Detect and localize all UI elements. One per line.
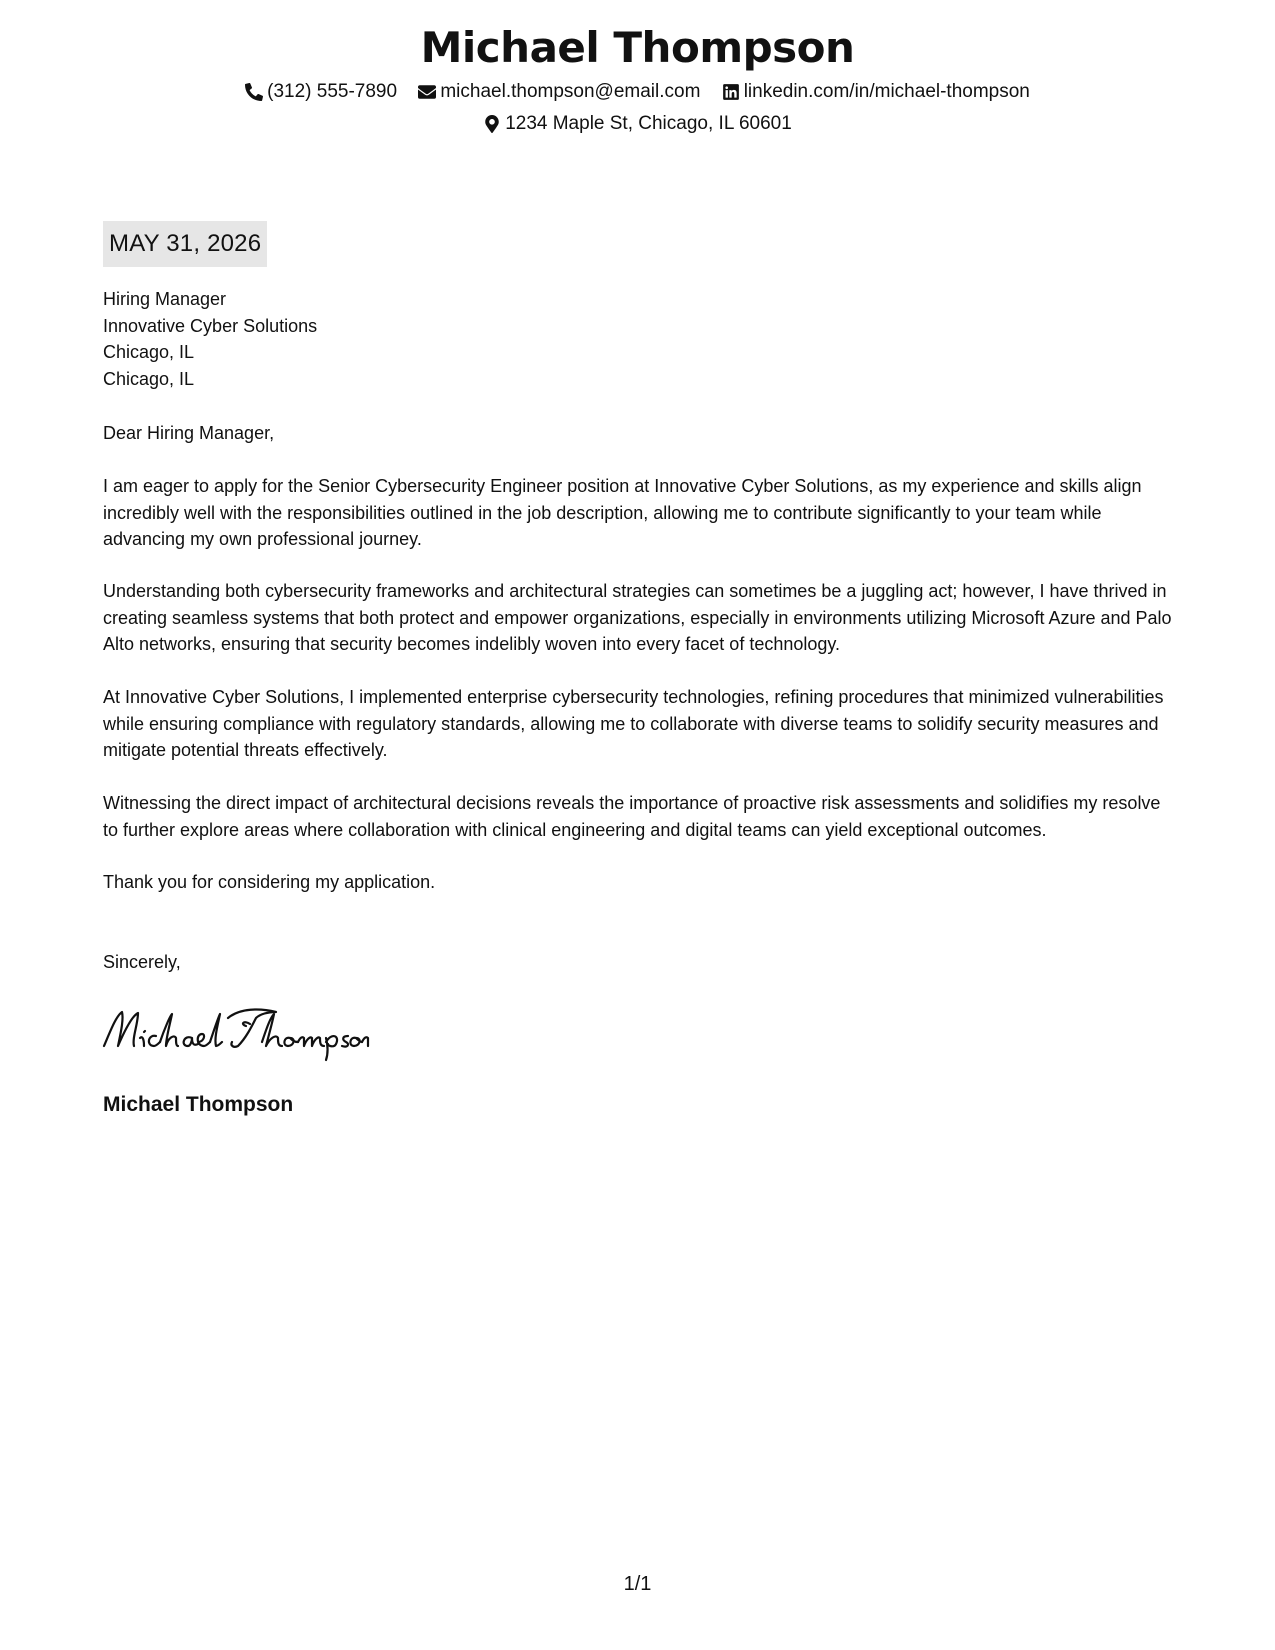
body-paragraph: I am eager to apply for the Senior Cybersecurity Engineer position at Innovative Cyber Solutions, as my experience and skills align incredibly well with the responsibilities outlined in the job description, allowing me to contribute significantly to your team while advancing my own professional journey. (103, 476, 1142, 549)
contact-address (483, 112, 792, 136)
signer-name: Michael Thompson (103, 1093, 294, 1116)
body-paragraph: Witnessing the direct impact of architectural decisions reveals the importance of proactive risk assessments and solidifies my resolve to further explore areas where collaboration with clinical engineering and digital teams can yield exceptional outcomes. (103, 793, 1161, 840)
contact-phone (245, 80, 397, 104)
phone-text: (312) 555-7890 (267, 81, 398, 102)
linkedin-text: linkedin.com/in/michael-thompson (743, 81, 1030, 102)
contact-email (418, 80, 700, 104)
contact-linkedin (722, 80, 1030, 104)
thank-you-line: Thank you for considering my application. (103, 872, 436, 892)
recipient-block (103, 286, 1173, 392)
recipient-company: Innovative Cyber Solutions (103, 315, 318, 336)
map-marker-icon (483, 115, 501, 133)
contact-info-row (0, 80, 1275, 108)
recipient-city: Chicago, IL (103, 342, 195, 362)
phone-icon (245, 83, 263, 101)
handwritten-signature (100, 1002, 370, 1062)
address-text: 1234 Maple St, Chicago, IL 60601 (505, 113, 792, 134)
salutation: Dear Hiring Manager, (103, 423, 275, 443)
letter-date: MAY 31, 2026 (103, 221, 267, 267)
applicant-name: Michael Thompson (420, 23, 855, 72)
body-paragraph: At Innovative Cyber Solutions, I implemented enterprise cybersecurity technologies, refining procedures that minimized vulnerabilities while ensuring compliance with regulatory standards, allowing me to collaborate with diverse teams to solidify security measures and mitigate potential threats effectively. (103, 687, 1164, 760)
recipient-city-repeat: Chicago, IL (103, 368, 195, 389)
body-paragraph: Understanding both cybersecurity frameworks and architectural strategies can sometimes be a juggling act; however, I have thrived in creating seamless systems that both protect and empower organizations, especially in environments utilizing Microsoft Azure and Palo Alto networks, ensuring that security becomes indelibly woven into every facet of technology. (103, 581, 1172, 654)
page-number: 1/1 (623, 1573, 652, 1595)
envelope-icon (418, 83, 436, 101)
recipient-title: Hiring Manager (103, 289, 227, 309)
email-text: michael.thompson@email.com (440, 81, 701, 102)
linkedin-icon (722, 83, 740, 101)
closing: Sincerely, (103, 952, 181, 972)
address-row (0, 112, 1275, 140)
